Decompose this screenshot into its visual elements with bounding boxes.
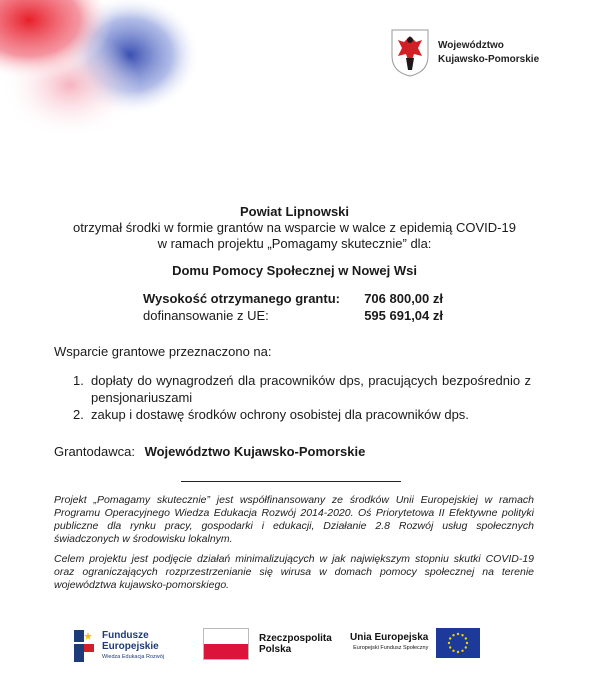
ue-line1: Unia Europejska <box>350 632 429 643</box>
european-union-logo <box>350 628 480 658</box>
list-item-text: zakup i dostawę środków ochrony osobistej dla pracowników dps. <box>91 407 469 422</box>
eu-funding-label: dofinansowanie z UE: <box>143 308 269 323</box>
purpose-intro: Wsparcie grantowe przeznaczono na: <box>54 344 272 359</box>
fe-line2: Europejskie <box>102 640 159 652</box>
announcement-line1: otrzymał środki w formie grantów na wsparcie w walce z epidemią COVID-19 <box>73 220 516 235</box>
project-goal-note: Celem projektu jest podjęcie działań minimalizujących w jak największym stopniu skutki COVID-19 oraz ograniczających rozprzestrzenianie się wirusa w domach pomocy społecznej na terenie województwa kujawsko-pomorskiego. <box>54 553 534 591</box>
decorative-color-blob <box>0 0 230 150</box>
poland-logo <box>203 628 332 660</box>
footer-logos <box>0 628 589 672</box>
list-item-number: 2. <box>73 407 84 422</box>
grant-amount-value: 706 800,00 zł <box>364 291 443 306</box>
org-name-line2: Kujawsko-Pomorskie <box>438 54 540 65</box>
donor-line <box>54 444 365 459</box>
list-item-text: dopłaty do wynagrodzeń dla pracowników dps, pracujących bezpośrednio z pensjonariuszami <box>91 373 531 405</box>
ue-sub: Europejski Fundusz Społeczny <box>353 645 429 651</box>
donor-name: Województwo Kujawsko-Pomorskie <box>144 444 366 459</box>
eu-funding-value: 595 691,04 zł <box>364 308 443 323</box>
coat-of-arms-icon <box>390 28 430 78</box>
fe-line1: Fundusze <box>102 629 149 641</box>
european-funds-icon <box>72 628 98 664</box>
announcement-line2: w ramach projektu „Pomagamy skutecznie” dla: <box>157 236 432 251</box>
rp-line2: Polska <box>259 644 292 655</box>
org-name-line1: Województwo <box>438 40 504 51</box>
list-item-number: 1. <box>73 373 84 388</box>
divider <box>181 481 401 482</box>
grant-amount-label: Wysokość otrzymanego grantu: <box>143 291 340 306</box>
donor-label: Grantodawca: <box>54 444 135 459</box>
project-note: Projekt „Pomagamy skutecznie” jest współfinansowany ze środków Unii Europejskiej w ramach Programu Operacyjnego Wiedza Edukacja Rozwój 2014-2020. Oś Priorytetowa II Efektywne polityki publiczne dla rynku pracy, gospodarki i edukacji, Działanie 2.8 Rozwój usług społecznych świadczonych w środowisku lokalnym. <box>54 494 534 545</box>
fe-sub: Wiedza Edukacja Rozwój <box>102 653 165 660</box>
announcement-title: Powiat Lipnowski <box>239 204 350 219</box>
eu-flag-icon <box>436 628 480 658</box>
european-funds-logo <box>72 628 164 664</box>
header-logo <box>390 28 539 78</box>
polish-flag-icon <box>203 628 249 660</box>
recipient-name: Domu Pomocy Społecznej w Nowej Wsi <box>172 263 417 278</box>
rp-line1: Rzeczpospolita <box>259 633 332 644</box>
